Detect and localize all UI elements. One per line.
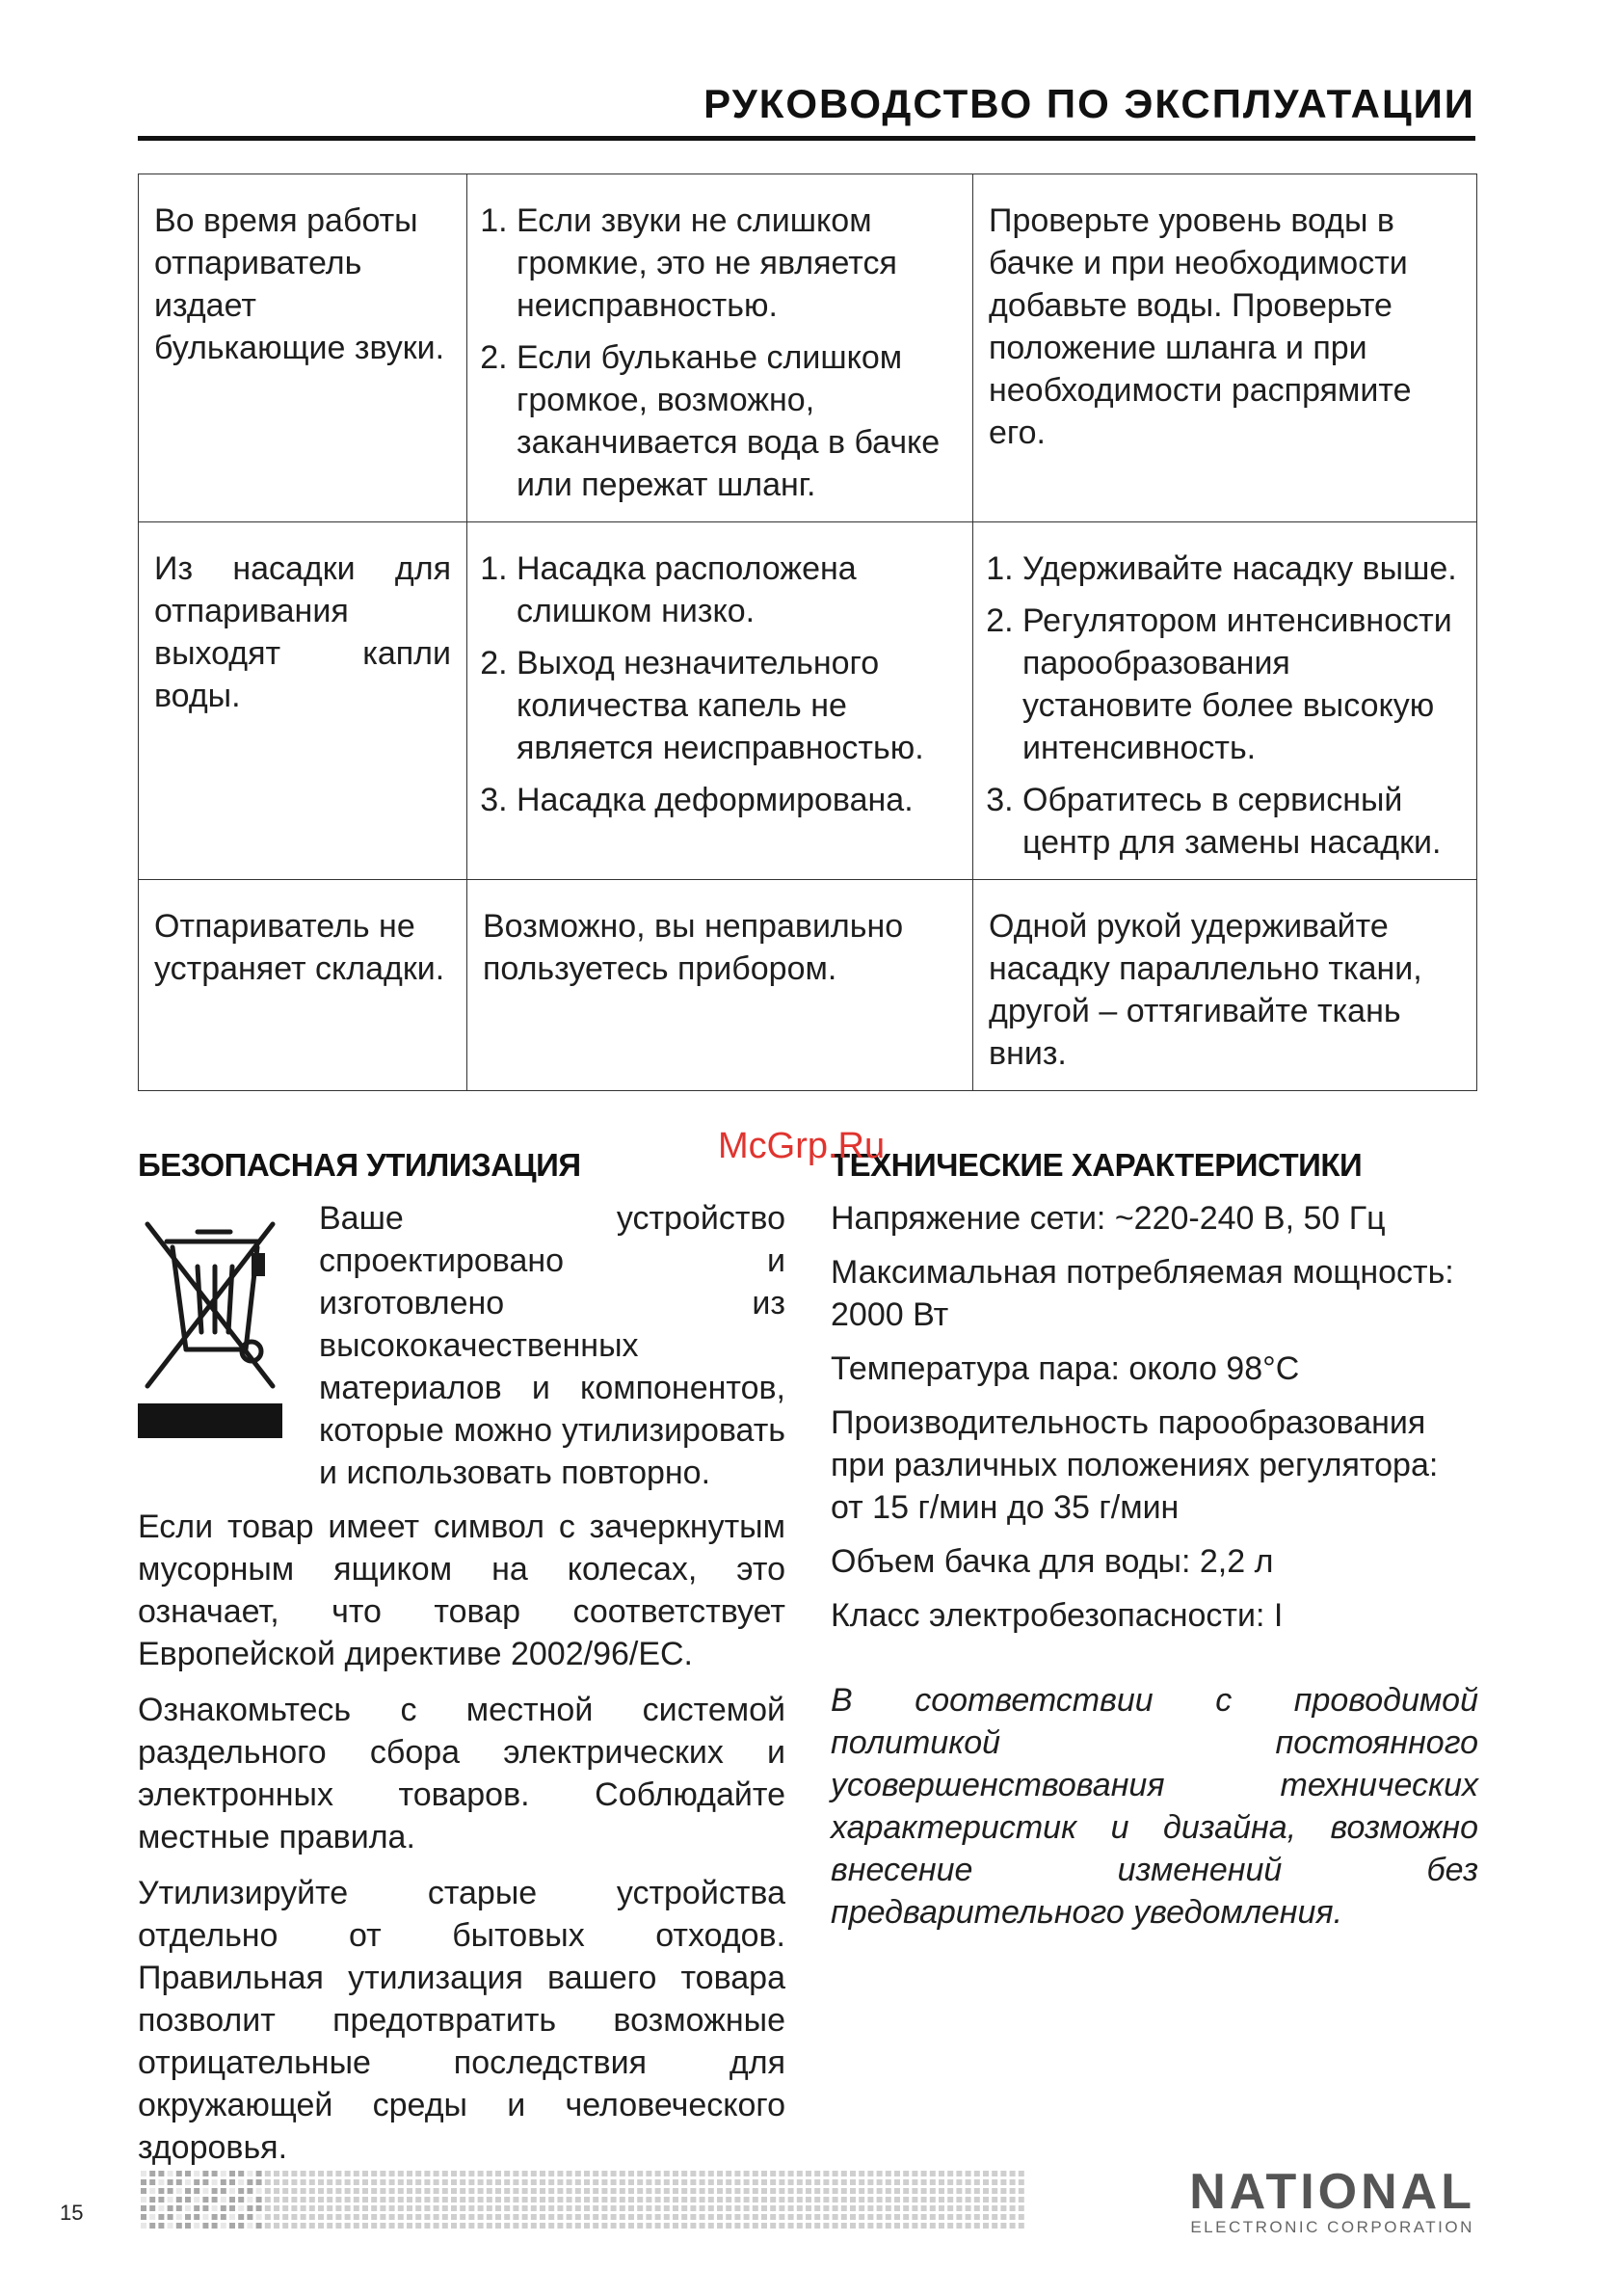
disposal-intro: Ваше устройство спроектировано и изготовлено из высококачественных материалов и компонентов, которые можно утилизировать и использовать повторно.	[319, 1200, 785, 1491]
disposal-paragraph: Если товар имеет символ с зачеркнутым мусорным ящиком на колесах, это означает, что товар соответствует Европейской директиве 2002/96/ЕС.	[138, 1508, 785, 1672]
cause-cell	[467, 174, 973, 522]
spec-item: Класс электробезопасности: I	[831, 1597, 1284, 1634]
disposal-paragraph: Утилизируйте старые устройства отдельно от бытовых отходов. Правильная утилизация вашего товара позволит предотвратить возможные отрицательные последствия для окружающей среды и человеческого здоровья.	[138, 1875, 785, 2166]
table-row	[139, 880, 1477, 1091]
list-item: 1. Насадка расположена слишком низко.	[517, 547, 957, 632]
solution-cell	[973, 522, 1477, 880]
list-item: 3. Насадка деформирована.	[517, 779, 957, 821]
specs-section	[831, 1197, 1478, 1966]
spec-item: Максимальная потребляемая мощность: 2000 Вт	[831, 1254, 1454, 1333]
solution-cell: Проверьте уровень воды в бачке и при необходимости добавьте воды. Проверьте положение шланга и при необходимости распрямите его.	[973, 174, 1477, 522]
table-row	[139, 522, 1477, 880]
table-row	[139, 174, 1477, 522]
specs-heading: ТЕХНИЧЕСКИЕ ХАРАКТЕРИСТИКИ	[831, 1147, 1363, 1183]
list-item: 2. Регулятором интенсивности парообразования установите более высокую интенсивность.	[1022, 600, 1461, 769]
brand-logo	[1189, 2164, 1475, 2238]
brand-subtitle: ELECTRONIC CORPORATION	[1190, 2218, 1474, 2236]
header-rule	[138, 136, 1475, 141]
solution-cell: Одной рукой удерживайте насадку параллельно ткани, другой – оттягивайте ткань вниз.	[973, 880, 1477, 1091]
specs-note: В соответствии с проводимой политикой постоянного усовершенствования технических характеристик и дизайна, возможно внесение изменений без предварительного уведомления.	[831, 1682, 1478, 1931]
watermark: McGrp.Ru	[718, 1126, 886, 1166]
spec-item: Объем бачка для воды: 2,2 л	[831, 1543, 1274, 1580]
page-number: 15	[60, 2201, 84, 2225]
decorative-dot-band	[135, 2167, 1031, 2233]
cause-cell	[467, 522, 973, 880]
disposal-section	[138, 1197, 785, 2169]
page-title: РУКОВОДСТВО ПО ЭКСПЛУАТАЦИИ	[703, 81, 1475, 126]
problem-cell: Во время работы отпариватель издает булькающие звуки.	[139, 174, 467, 522]
spec-item: Производительность парообразования при различных положениях регулятора: от 15 г/мин до 35 г/мин	[831, 1404, 1439, 1526]
troubleshooting-table	[138, 174, 1477, 1091]
cause-cell: Возможно, вы неправильно пользуетесь прибором.	[467, 880, 973, 1091]
list-item: 2. Выход незначительного количества капель не является неисправностью.	[517, 642, 957, 769]
problem-cell: Отпариватель не устраняет складки.	[139, 880, 467, 1091]
crossed-wheelie-bin-icon	[138, 1197, 319, 1494]
disposal-paragraph: Ознакомьтесь с местной системой раздельного сбора электрических и электронных товаров. Соблюдайте местные правила.	[138, 1692, 785, 1855]
spec-item: Напряжение сети: ~220-240 В, 50 Гц	[831, 1200, 1386, 1237]
list-item: 3. Обратитесь в сервисный центр для замены насадки.	[1022, 779, 1461, 864]
problem-cell: Из насадки для отпаривания выходят капли воды.	[139, 522, 467, 880]
brand-name: NATIONAL	[1189, 2164, 1475, 2220]
disposal-heading: БЕЗОПАСНАЯ УТИЛИЗАЦИЯ	[138, 1147, 581, 1183]
spec-item: Температура пара: около 98°С	[831, 1350, 1300, 1387]
list-item: 2. Если бульканье слишком громкое, возможно, заканчивается вода в бачке или пережат шланг.	[517, 336, 957, 506]
list-item: 1. Если звуки не слишком громкие, это не является неисправностью.	[517, 200, 957, 327]
list-item: 1. Удерживайте насадку выше.	[1022, 547, 1461, 590]
